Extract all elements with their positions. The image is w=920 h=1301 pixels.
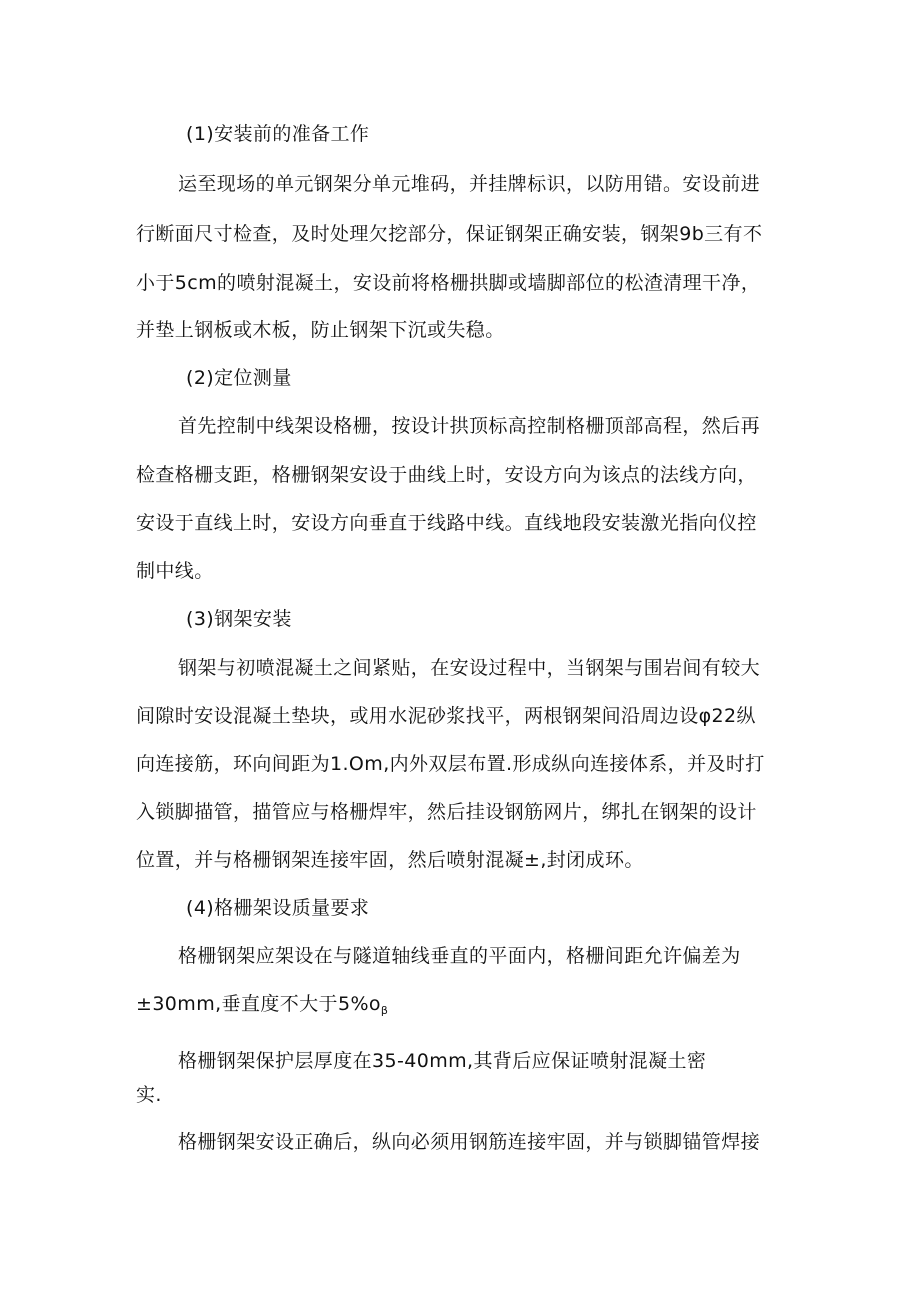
paragraph-line: 入锁脚描管，描管应与格栅焊牢，然后挂设钢筋网片，绑扎在钢架的设计 bbox=[136, 801, 757, 823]
paragraph-line: 格栅钢架保护层厚度在35-40mm,其背后应保证喷射混凝土密 bbox=[178, 1050, 707, 1072]
paragraph-line: 小于5cm的喷射混凝土，安设前将格栅拱脚或墙脚部位的松渣清理干净， bbox=[136, 272, 761, 294]
section-heading-3: (3)钢架安装 bbox=[186, 608, 292, 630]
paragraph-line: 运至现场的单元钢架分单元堆码，并挂牌标识，以防用错。安设前进 bbox=[178, 173, 761, 195]
paragraph-line: 制中线。 bbox=[136, 560, 214, 582]
paragraph-line: 格栅钢架应架设在与隧道轴线垂直的平面内，格栅间距允许偏差为 bbox=[178, 945, 741, 967]
paragraph-line bbox=[136, 992, 388, 1023]
paragraph-line: 检查格栅支距，格栅钢架安设于曲线上时，安设方向为该点的法线方向， bbox=[136, 464, 757, 486]
paragraph-line: 钢架与初喷混凝土之间紧贴，在安设过程中，当钢架与围岩间有较大 bbox=[178, 657, 761, 679]
paragraph-line: 间隙时安设混凝土垫块，或用水泥砂浆找平，两根钢架间沿周边设φ22纵 bbox=[136, 705, 756, 727]
section-heading-1: (1)安装前的准备工作 bbox=[186, 123, 370, 145]
paragraph-line: 并垫上钢板或木板，防止钢架下沉或失稳。 bbox=[136, 319, 505, 341]
paragraph-line: 行断面尺寸检查，及时处理欠挖部分，保证钢架正确安装，钢架9b三有不 bbox=[136, 223, 763, 245]
paragraph-text: ±30mm,垂直度不大于5%o bbox=[136, 993, 381, 1015]
paragraph-line: 首先控制中线架设格栅，按设计拱顶标高控制格栅顶部高程，然后再 bbox=[178, 415, 761, 437]
paragraph-line: 安设于直线上时，安设方向垂直于线路中线。直线地段安装激光指向仪控 bbox=[136, 512, 757, 534]
paragraph-line: 实. bbox=[136, 1084, 162, 1106]
section-heading-2: (2)定位测量 bbox=[186, 367, 292, 389]
paragraph-line: 位置，并与格栅钢架连接牢固，然后喷射混凝±,封闭成环。 bbox=[136, 849, 644, 871]
subscript-symbol: β bbox=[380, 1004, 389, 1017]
paragraph-line: 向连接筋，环向间距为1.Om,内外双层布置.形成纵向连接体系，并及时打 bbox=[136, 753, 765, 775]
section-heading-4: (4)格栅架设质量要求 bbox=[186, 897, 370, 919]
paragraph-line: 格栅钢架安设正确后，纵向必须用钢筋连接牢固，并与锁脚锚管焊接 bbox=[178, 1131, 761, 1153]
